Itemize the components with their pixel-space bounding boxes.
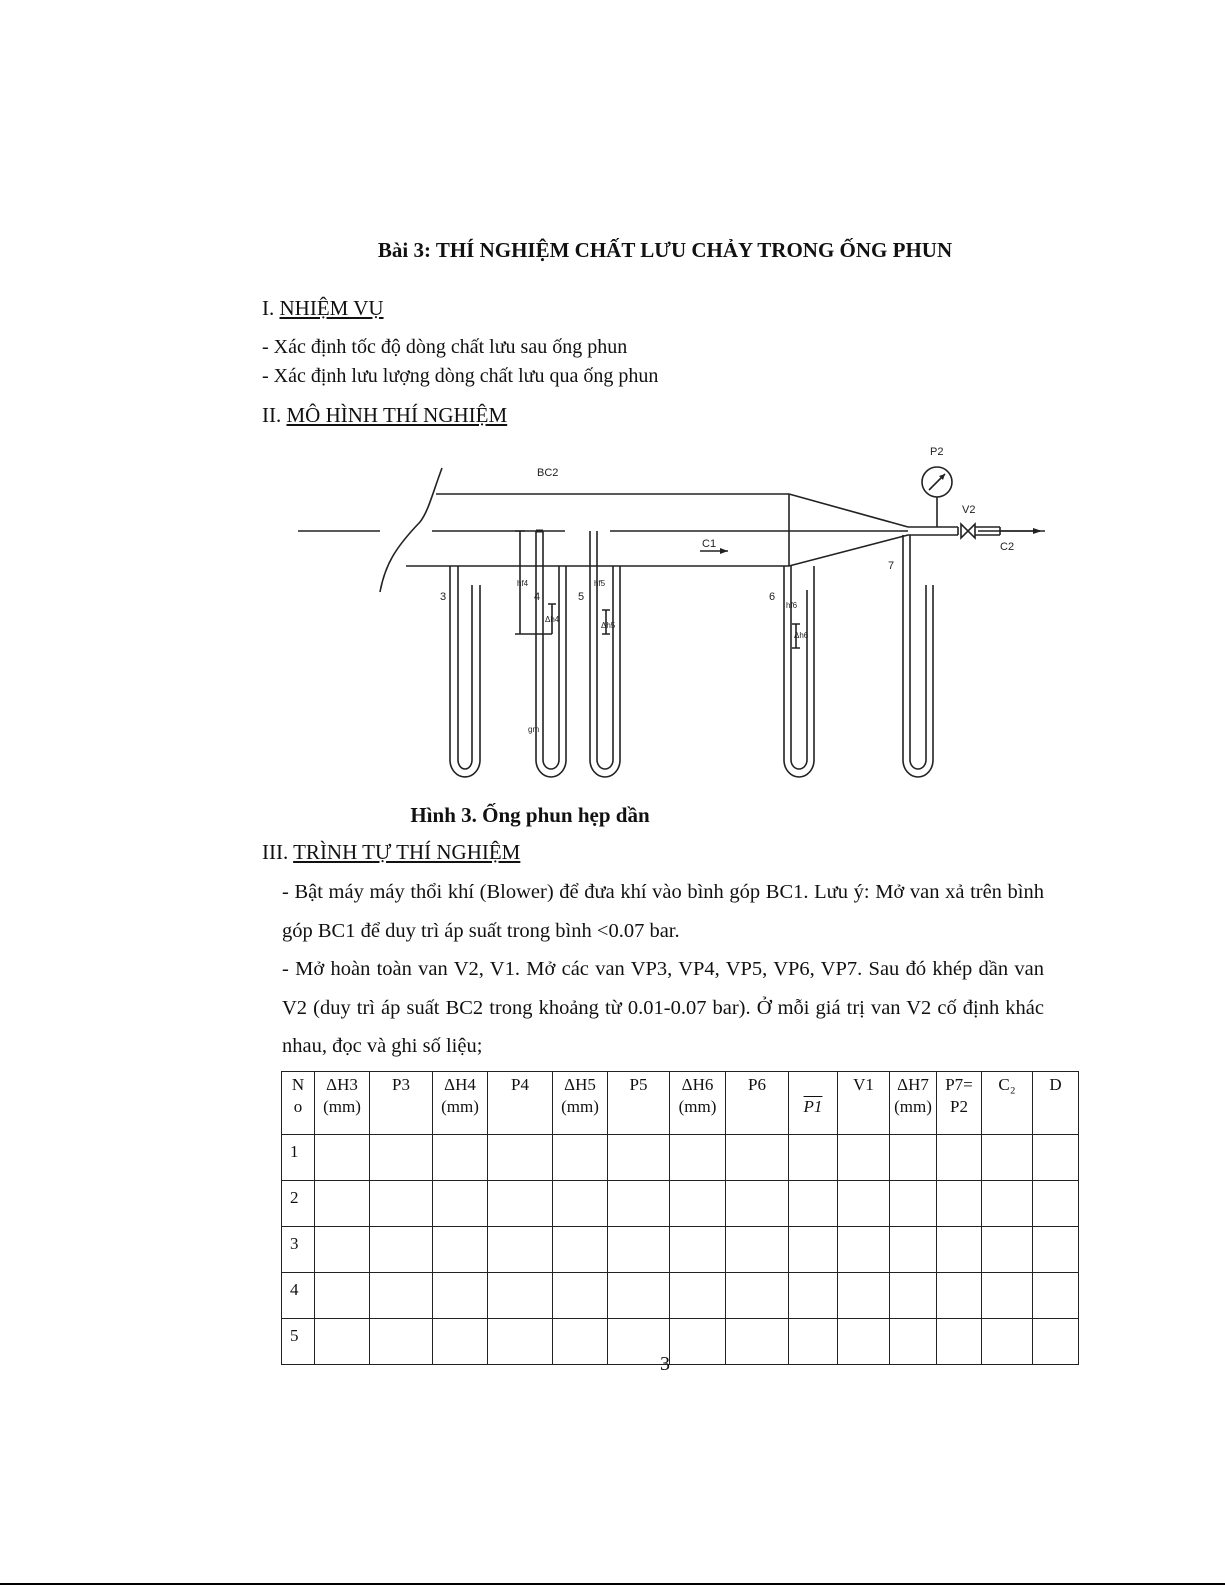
label-dh4: Δh4 xyxy=(545,615,560,624)
step-paragraph: - Mở hoàn toàn van V2, V1. Mở các van VP3, VP4, VP5, VP6, VP7. Sau đó khép dần van V2 (duy trì áp suất BC2 trong khoảng từ 0.01-0.07 bar). Ở mỗi giá trị van V2 cố định khác nhau, đọc và ghi số liệu; xyxy=(282,958,1044,1057)
label-v2: V2 xyxy=(962,504,976,516)
col-p3: P3 xyxy=(370,1072,433,1135)
col-c2: C₂ xyxy=(982,1072,1033,1135)
col-p1-bar: P1 xyxy=(789,1072,838,1135)
section-label: NHIỆM VỤ xyxy=(279,296,384,320)
col-dh5: ΔH5 (mm) xyxy=(553,1072,608,1135)
label-3: 3 xyxy=(440,591,447,603)
section-label: TRÌNH TỰ THÍ NGHIỆM xyxy=(293,840,521,864)
manometer-3-inner xyxy=(458,566,472,769)
label-dh5: Δh5 xyxy=(601,621,616,630)
col-dh6: ΔH6 (mm) xyxy=(670,1072,726,1135)
col-dh4: ΔH4 (mm) xyxy=(433,1072,488,1135)
label-bc2: BC2 xyxy=(537,467,559,479)
table-row: 5 xyxy=(282,1319,1079,1365)
label-6: 6 xyxy=(769,591,776,603)
section-number: II. xyxy=(262,403,282,427)
label-dh6: Δh6 xyxy=(794,631,809,640)
page-title: Bài 3: THÍ NGHIỆM CHẤT LƯU CHẢY TRONG ỐNG PHUN xyxy=(377,238,953,262)
label-c2: C2 xyxy=(1000,541,1015,553)
task-item: - Xác định lưu lượng dòng chất lưu qua ống phun xyxy=(262,365,659,387)
label-hf4: hf4 xyxy=(517,579,529,588)
page-number: 3 xyxy=(660,1353,670,1375)
label-5: 5 xyxy=(578,591,585,603)
label-hf5: hf5 xyxy=(594,579,606,588)
manometer-7-outer xyxy=(903,535,933,777)
manometer-3-outer xyxy=(450,566,480,777)
manometer-4-outer xyxy=(536,531,566,777)
cone-upper xyxy=(789,494,908,527)
manometer-5-outer xyxy=(590,531,620,777)
col-v1: V1 xyxy=(838,1072,890,1135)
col-d: D xyxy=(1033,1072,1079,1135)
data-table xyxy=(281,1071,1079,1365)
col-p7: P7= P2 xyxy=(937,1072,982,1135)
valve-v2-icon xyxy=(961,524,975,538)
figure-caption: Hình 3. Ống phun hẹp dần xyxy=(410,803,650,827)
label-4: 4 xyxy=(534,591,541,603)
section-label: MÔ HÌNH THÍ NGHIỆM xyxy=(286,403,508,427)
table-header-row xyxy=(282,1072,1079,1135)
break-line xyxy=(380,468,442,592)
label-c1: C1 xyxy=(702,538,717,550)
table-row: 1 xyxy=(282,1135,1079,1181)
table-row: 2 xyxy=(282,1181,1079,1227)
manometer-6-inner xyxy=(791,566,807,769)
section-number: III. xyxy=(262,840,289,864)
label-hf6: hf6 xyxy=(786,601,798,610)
step-paragraph: - Bật máy máy thổi khí (Blower) để đưa khí vào bình góp BC1. Lưu ý: Mở van xả trên bình góp BC1 để duy trì áp suất trong bình <0.07 bar. xyxy=(282,881,1044,942)
col-no: N o xyxy=(282,1072,315,1135)
section-number: I. xyxy=(262,296,275,320)
col-p4: P4 xyxy=(488,1072,553,1135)
section-heading-procedure xyxy=(262,840,520,865)
label-gm: gm xyxy=(528,725,540,734)
label-p2: P2 xyxy=(930,446,944,458)
col-dh3: ΔH3 (mm) xyxy=(315,1072,370,1135)
manometer-6-outer xyxy=(784,566,814,777)
table-row: 3 xyxy=(282,1227,1079,1273)
manometer-7-inner xyxy=(910,535,926,769)
outlet-pipe xyxy=(908,527,958,535)
task-item: - Xác định tốc độ dòng chất lưu sau ống phun xyxy=(262,336,628,358)
label-7: 7 xyxy=(888,560,895,572)
col-p6: P6 xyxy=(726,1072,789,1135)
col-dh7: ΔH7 (mm) xyxy=(890,1072,937,1135)
table-row: 4 xyxy=(282,1273,1079,1319)
col-p5: P5 xyxy=(608,1072,670,1135)
manometers xyxy=(450,531,933,777)
